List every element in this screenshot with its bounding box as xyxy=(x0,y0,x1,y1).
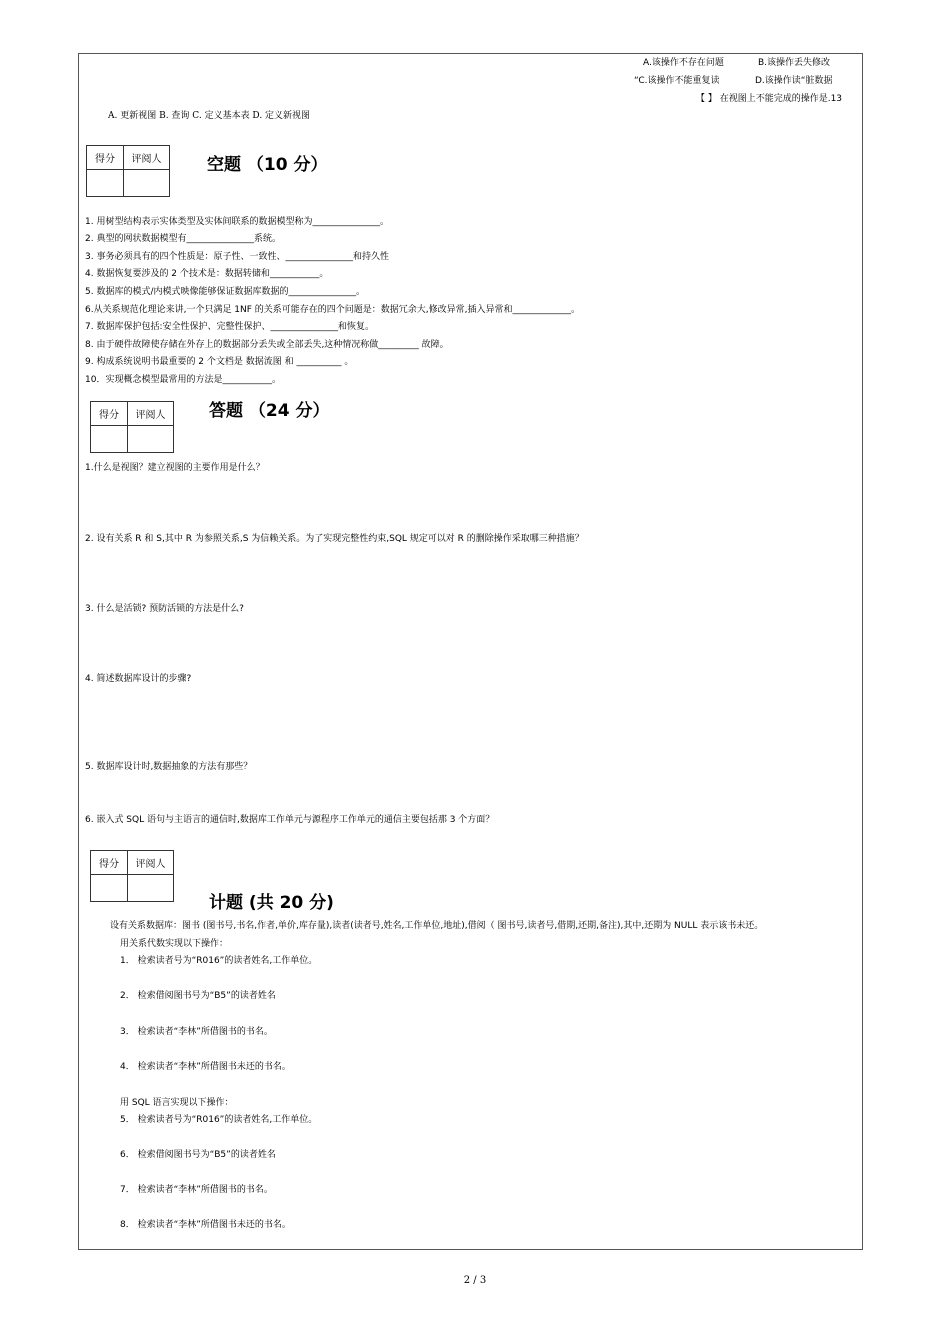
score-label: 得分 xyxy=(87,146,124,170)
reviewer-label: 评阅人 xyxy=(128,851,174,875)
score-label: 得分 xyxy=(91,402,128,426)
fill-item: 8. 由于硬件故障使存储在外存上的数据部分丢失或全部丢失,这种情况称做_________ 故障。 xyxy=(85,340,449,350)
design-section-title: 计题 (共 20 分) xyxy=(209,893,334,913)
sql-item: 7． 检索读者“李林”所借图书的书名。 xyxy=(120,1185,273,1195)
fill-item: 5. 数据库的模式/内模式映像能够保证数据库数据的_______________。 xyxy=(85,287,365,297)
sql-heading: 用 SQL 语言实现以下操作： xyxy=(120,1098,234,1108)
option-b: B.该操作丢失修改 xyxy=(758,58,831,68)
algebra-item: 1． 检索读者号为“R016”的读者姓名,工作单位。 xyxy=(120,956,318,966)
fill-item: 4. 数据恢复要涉及的 2 个技术是：数据转储和___________。 xyxy=(85,269,329,279)
short-question: 5. 数据库设计时,数据抽象的方法有那些？ xyxy=(85,762,253,772)
score-box xyxy=(90,401,174,453)
reviewer-label: 评阅人 xyxy=(124,146,170,170)
reviewer-cell[interactable] xyxy=(124,170,170,197)
design-intro: 设有关系数据库：图书 (图书号,书名,作者,单价,库存量),读者(读者号,姓名,工作单位,地址),借阅（ 图书号,读者号,借期,还期,备注),其中,还期为 NULL 表示该书未还。 xyxy=(110,921,764,931)
score-box xyxy=(86,145,170,197)
reviewer-cell[interactable] xyxy=(128,426,174,453)
fill-item: 6.从关系规范化理论来讲,一个只满足 1NF 的关系可能存在的四个问题是：数据冗余大,修改异常,插入异常和_____________。 xyxy=(85,305,581,315)
fill-item: 9. 构成系统说明书最重要的 2 个文档是 数据流图 和 __________ 。 xyxy=(85,357,354,367)
option-d: D.该操作读“脏数据 xyxy=(755,76,833,86)
score-box xyxy=(90,850,174,902)
score-cell[interactable] xyxy=(87,170,124,197)
option-a: A.该操作不存在问题 xyxy=(643,58,724,68)
score-label: 得分 xyxy=(91,851,128,875)
fill-item: 1. 用树型结构表示实体类型及实体间联系的数据模型称为_______________。 xyxy=(85,217,389,227)
short-question: 1.什么是视图？建立视图的主要作用是什么？ xyxy=(85,463,265,473)
option-c: “C.该操作不能重复读 xyxy=(634,76,720,86)
page-number: 2 / 3 xyxy=(463,1275,487,1286)
fill-item: 3. 事务必须具有的四个性质是：原子性、一致性、_______________和持久性 xyxy=(85,252,389,262)
fill-section-title: 空题 （10 分） xyxy=(207,155,328,175)
sql-item: 5． 检索读者号为“R016”的读者姓名,工作单位。 xyxy=(120,1115,318,1125)
score-cell[interactable] xyxy=(91,426,128,453)
score-cell[interactable] xyxy=(91,875,128,902)
algebra-item: 3． 检索读者“李林”所借图书的书名。 xyxy=(120,1027,273,1037)
reviewer-cell[interactable] xyxy=(128,875,174,902)
short-question: 4. 简述数据库设计的步骤? xyxy=(85,674,192,684)
sql-item: 6． 检索借阅图书号为“B5”的读者姓名 xyxy=(120,1150,276,1160)
algebra-heading: 用关系代数实现以下操作： xyxy=(120,939,229,949)
algebra-item: 4． 检索读者“李林”所借图书未还的书名。 xyxy=(120,1062,291,1072)
reviewer-label: 评阅人 xyxy=(128,402,174,426)
short-question: 2. 设有关系 R 和 S,其中 R 为参照关系,S 为信赖关系。为了实现完整性约束,SQL 规定可以对 R 的删除操作采取哪三种措施？ xyxy=(85,534,584,544)
short-question: 3. 什么是活锁? 预防活锁的方法是什么? xyxy=(85,604,244,614)
algebra-item: 2． 检索借阅图书号为“B5”的读者姓名 xyxy=(120,991,276,1001)
short-section-title: 答题 （24 分） xyxy=(209,401,330,421)
sql-item: 8． 检索读者“李林”所借图书未还的书名。 xyxy=(120,1220,291,1230)
fill-item: 10．实现概念模型最常用的方法是___________。 xyxy=(85,375,281,385)
fill-item: 7. 数据库保护包括:安全性保护、完整性保护、_______________和恢复。 xyxy=(85,322,374,332)
question-13-options: A. 更新视图 B. 查询 C. 定义基本表 D. 定义新视图 xyxy=(108,111,311,121)
question-13: 【 】 在视图上不能完成的操作是.13 xyxy=(696,94,843,104)
short-question: 6. 嵌入式 SQL 语句与主语言的通信时,数据库工作单元与源程序工作单元的通信主要包括那 3 个方面？ xyxy=(85,815,495,825)
fill-item: 2. 典型的网状数据模型有_______________系统。 xyxy=(85,234,281,244)
